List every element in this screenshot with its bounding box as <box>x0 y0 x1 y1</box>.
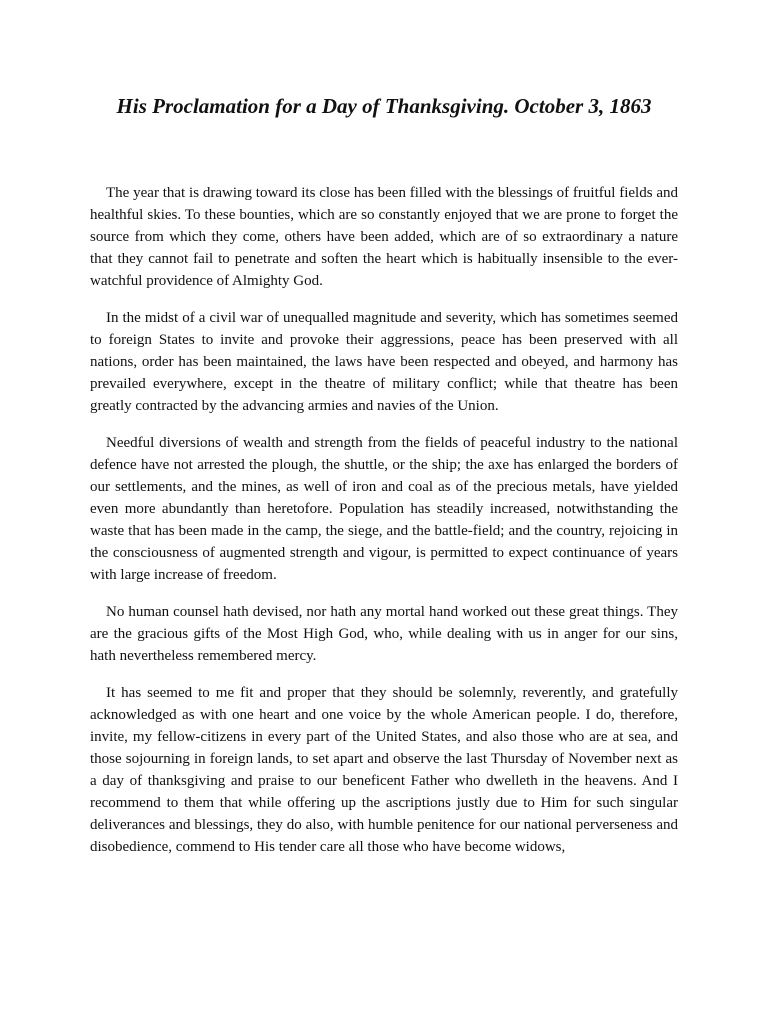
document-title: His Proclamation for a Day of Thanksgiving. October 3, 1863 <box>116 94 652 118</box>
paragraph-3: Needful diversions of wealth and strength from the fields of peaceful industry to the national defence have not arrested the plough, the shuttle, or the ship; the axe has enlarged the borders of our settlements, and the mines, as well of iron and coal as of the precious metals, have yielded even more abundantly than heretofore. Population has steadily increased, notwithstanding the waste that has been made in the camp, the siege, and the battle-field; and the country, rejoicing in the consciousness of augmented strength and vigour, is permitted to expect continuance of years with large increase of freedom. <box>90 435 678 583</box>
paragraph-4: No human counsel hath devised, nor hath any mortal hand worked out these great things. They are the gracious gifts of the Most High God, who, while dealing with us in anger for our sins, hath nevertheless remembered mercy. <box>90 604 678 664</box>
paragraph-1: The year that is drawing toward its close has been filled with the blessings of fruitful fields and healthful skies. To these bounties, which are so constantly enjoyed that we are prone to forget the source from which they come, others have been added, which are of so extraordinary a nature that they cannot fail to penetrate and soften the heart which is habitually insensible to the ever-watchful providence of Almighty God. <box>90 185 678 289</box>
paragraph-5: It has seemed to me fit and proper that they should be solemnly, reverently, and gratefully acknowledged as with one heart and one voice by the whole American people. I do, therefore, invite, my fellow-citizens in every part of the United States, and also those who are at sea, and those sojourning in foreign lands, to set apart and observe the last Thursday of November next as a day of thanksgiving and praise to our beneficent Father who dwelleth in the heavens. And I recommend to them that while offering up the ascriptions justly due to Him for such singular deliverances and blessings, they do also, with humble penitence for our national perverseness and disobedience, commend to His tender care all those who have become widows, <box>90 685 678 855</box>
document-body <box>90 182 678 858</box>
paragraph-2: In the midst of a civil war of unequalled magnitude and severity, which has sometimes seemed to foreign States to invite and provoke their aggressions, peace has been preserved with all nations, order has been maintained, the laws have been respected and obeyed, and harmony has prevailed everywhere, except in the theatre of military conflict; while that theatre has been greatly contracted by the advancing armies and navies of the Union. <box>90 310 678 414</box>
